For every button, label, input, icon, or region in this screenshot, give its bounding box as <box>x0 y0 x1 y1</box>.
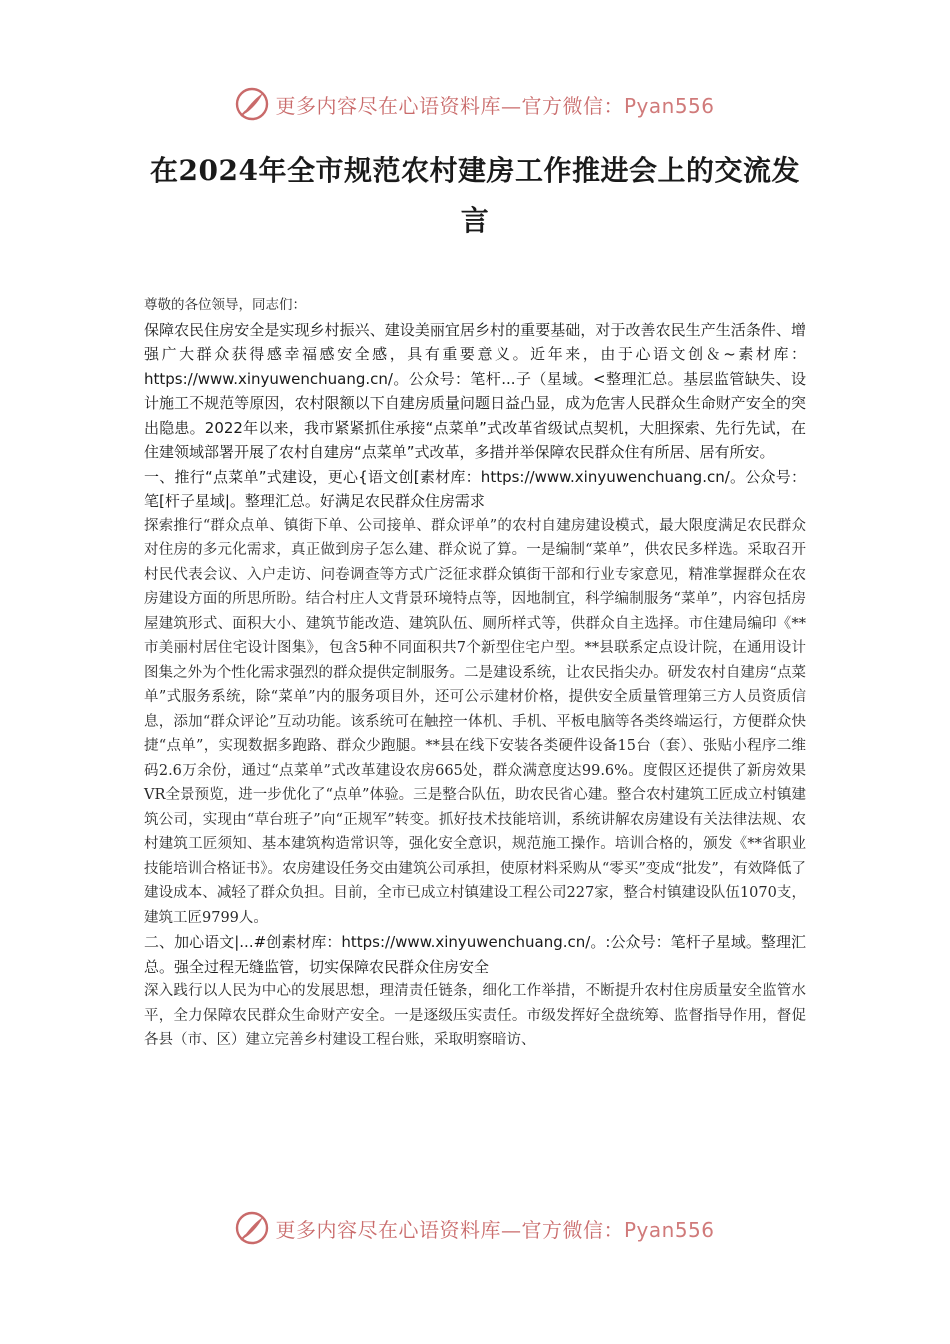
watermark-header <box>0 84 950 124</box>
quill-pen-icon <box>235 1211 269 1245</box>
watermark-wechat-id: Pyan556 <box>623 93 715 118</box>
document-title: 在2024年全市规范农村建房工作推进会上的交流发言 <box>150 154 800 237</box>
section-2-body: 深入践行以人民为中心的发展思想，理清责任链条，细化工作举措，不断提升农村住房质量安全监管水平，全力保障农民群众生命财产安全。一是逐级压实责任。市级发挥好全盘统筹、监督指导作用，督促各县（市、区）建立完善乡村建设工程台账，采取明察暗访、 <box>144 983 806 1048</box>
quill-pen-icon <box>235 87 269 121</box>
watermark-wechat-id: Pyan556 <box>623 1217 715 1242</box>
watermark-text: 更多内容尽在心语资料库—官方微信： <box>275 93 624 118</box>
intro-paragraph: 保障农民住房安全是实现乡村振兴、建设美丽宜居乡村的重要基础，对于改善农民生产生活条件、增强广大群众获得感幸福感安全感，具有重要意义。近年来，由于心语文创＆~素材库：https://www.xinyuwenchuang.cn/。公众号：笔杆...子（星域。<整理汇总。基层监管缺失、设计施工不规范等原因，农村限额以下自建房质量问题日益凸显，成为危害人民群众生命财产安全的突出隐患。2022年以来，我市紧紧抓住承接“点菜单”式改革省级试点契机，大胆探索、先行先试，在住建领域部署开展了农村自建房“点菜单”式改革，多措并举保障农民群众住有所居、居有所安。 <box>144 320 806 461</box>
document-body <box>144 293 806 1053</box>
section-2-heading: 二、加心语文|...#创素材库：https://www.xinyuwenchuang.cn/。:公众号：笔杆子星域。整理汇总。强全过程无缝监管，切实保障农民群众住房安全 <box>144 933 806 976</box>
watermark-text: 更多内容尽在心语资料库—官方微信： <box>275 1217 624 1242</box>
greeting: 尊敬的各位领导，同志们： <box>144 297 306 313</box>
section-1-heading: 一、推行“点菜单”式建设，更心{语文创[素材库：https://www.xinyuwenchuang.cn/。公众号：笔[杆子星域|。整理汇总。好满足农民群众住房需求 <box>144 467 806 510</box>
watermark-footer <box>0 1208 950 1248</box>
section-1-body: 探索推行“群众点单、镇街下单、公司接单、群众评单”的农村自建房建设模式，最大限度满足农民群众对住房的多元化需求，真正做到房子怎么建、群众说了算。一是编制“菜单”，供农民多样选。采取召开村民代表会议、入户走访、问卷调查等方式广泛征求群众镇街干部和行业专家意见，精准掌握群众在农房建设方面的所思所盼。结合村庄人文背景环境特点等，因地制宜，科学编制服务“菜单”，内容包括房屋建筑形式、面积大小、建筑节能改造、建筑队伍、厕所样式等，供群众自主选择。市住建局编印《**市美丽村居住宅设计图集》，包含5种不同面积共7个新型住宅户型。**县联系定点设计院，在通用设计图集之外为个性化需求强烈的群众提供定制服务。二是建设系统，让农民指尖办。研发农村自建房“点菜单”式服务系统，除“菜单”内的服务项目外，还可公示建材价格，提供安全质量管理第三方人员资质信息，添加“群众评论”互动功能。该系统可在触控一体机、手机、平板电脑等各类终端运行，方便群众快捷“点单”，实现数据多跑路、群众少跑腿。**县在线下安装各类硬件设备15台（套）、张贴小程序二维码2.6万余份，通过“点菜单”式改革建设农房665处，群众满意度达99.6%。度假区还提供了新房效果VR全景预览，进一步优化了“点单”体验。三是整合队伍，助农民省心建。整合农村建筑工匠成立村镇建筑公司，实现由“草台班子”向“正规军”转变。抓好技术技能培训，系统讲解农房建设有关法律法规、农村建筑工匠须知、基本建筑构造常识等，强化安全意识，规范施工操作。培训合格的，颁发《**省职业技能培训合格证书》。农房建设任务交由建筑公司承担，使原材料采购从“零买”变成“批发”，有效降低了建设成本、减轻了群众负担。目前，全市已成立村镇建设工程公司227家，整合村镇建设队伍1070支，建筑工匠9799人。 <box>144 517 806 926</box>
